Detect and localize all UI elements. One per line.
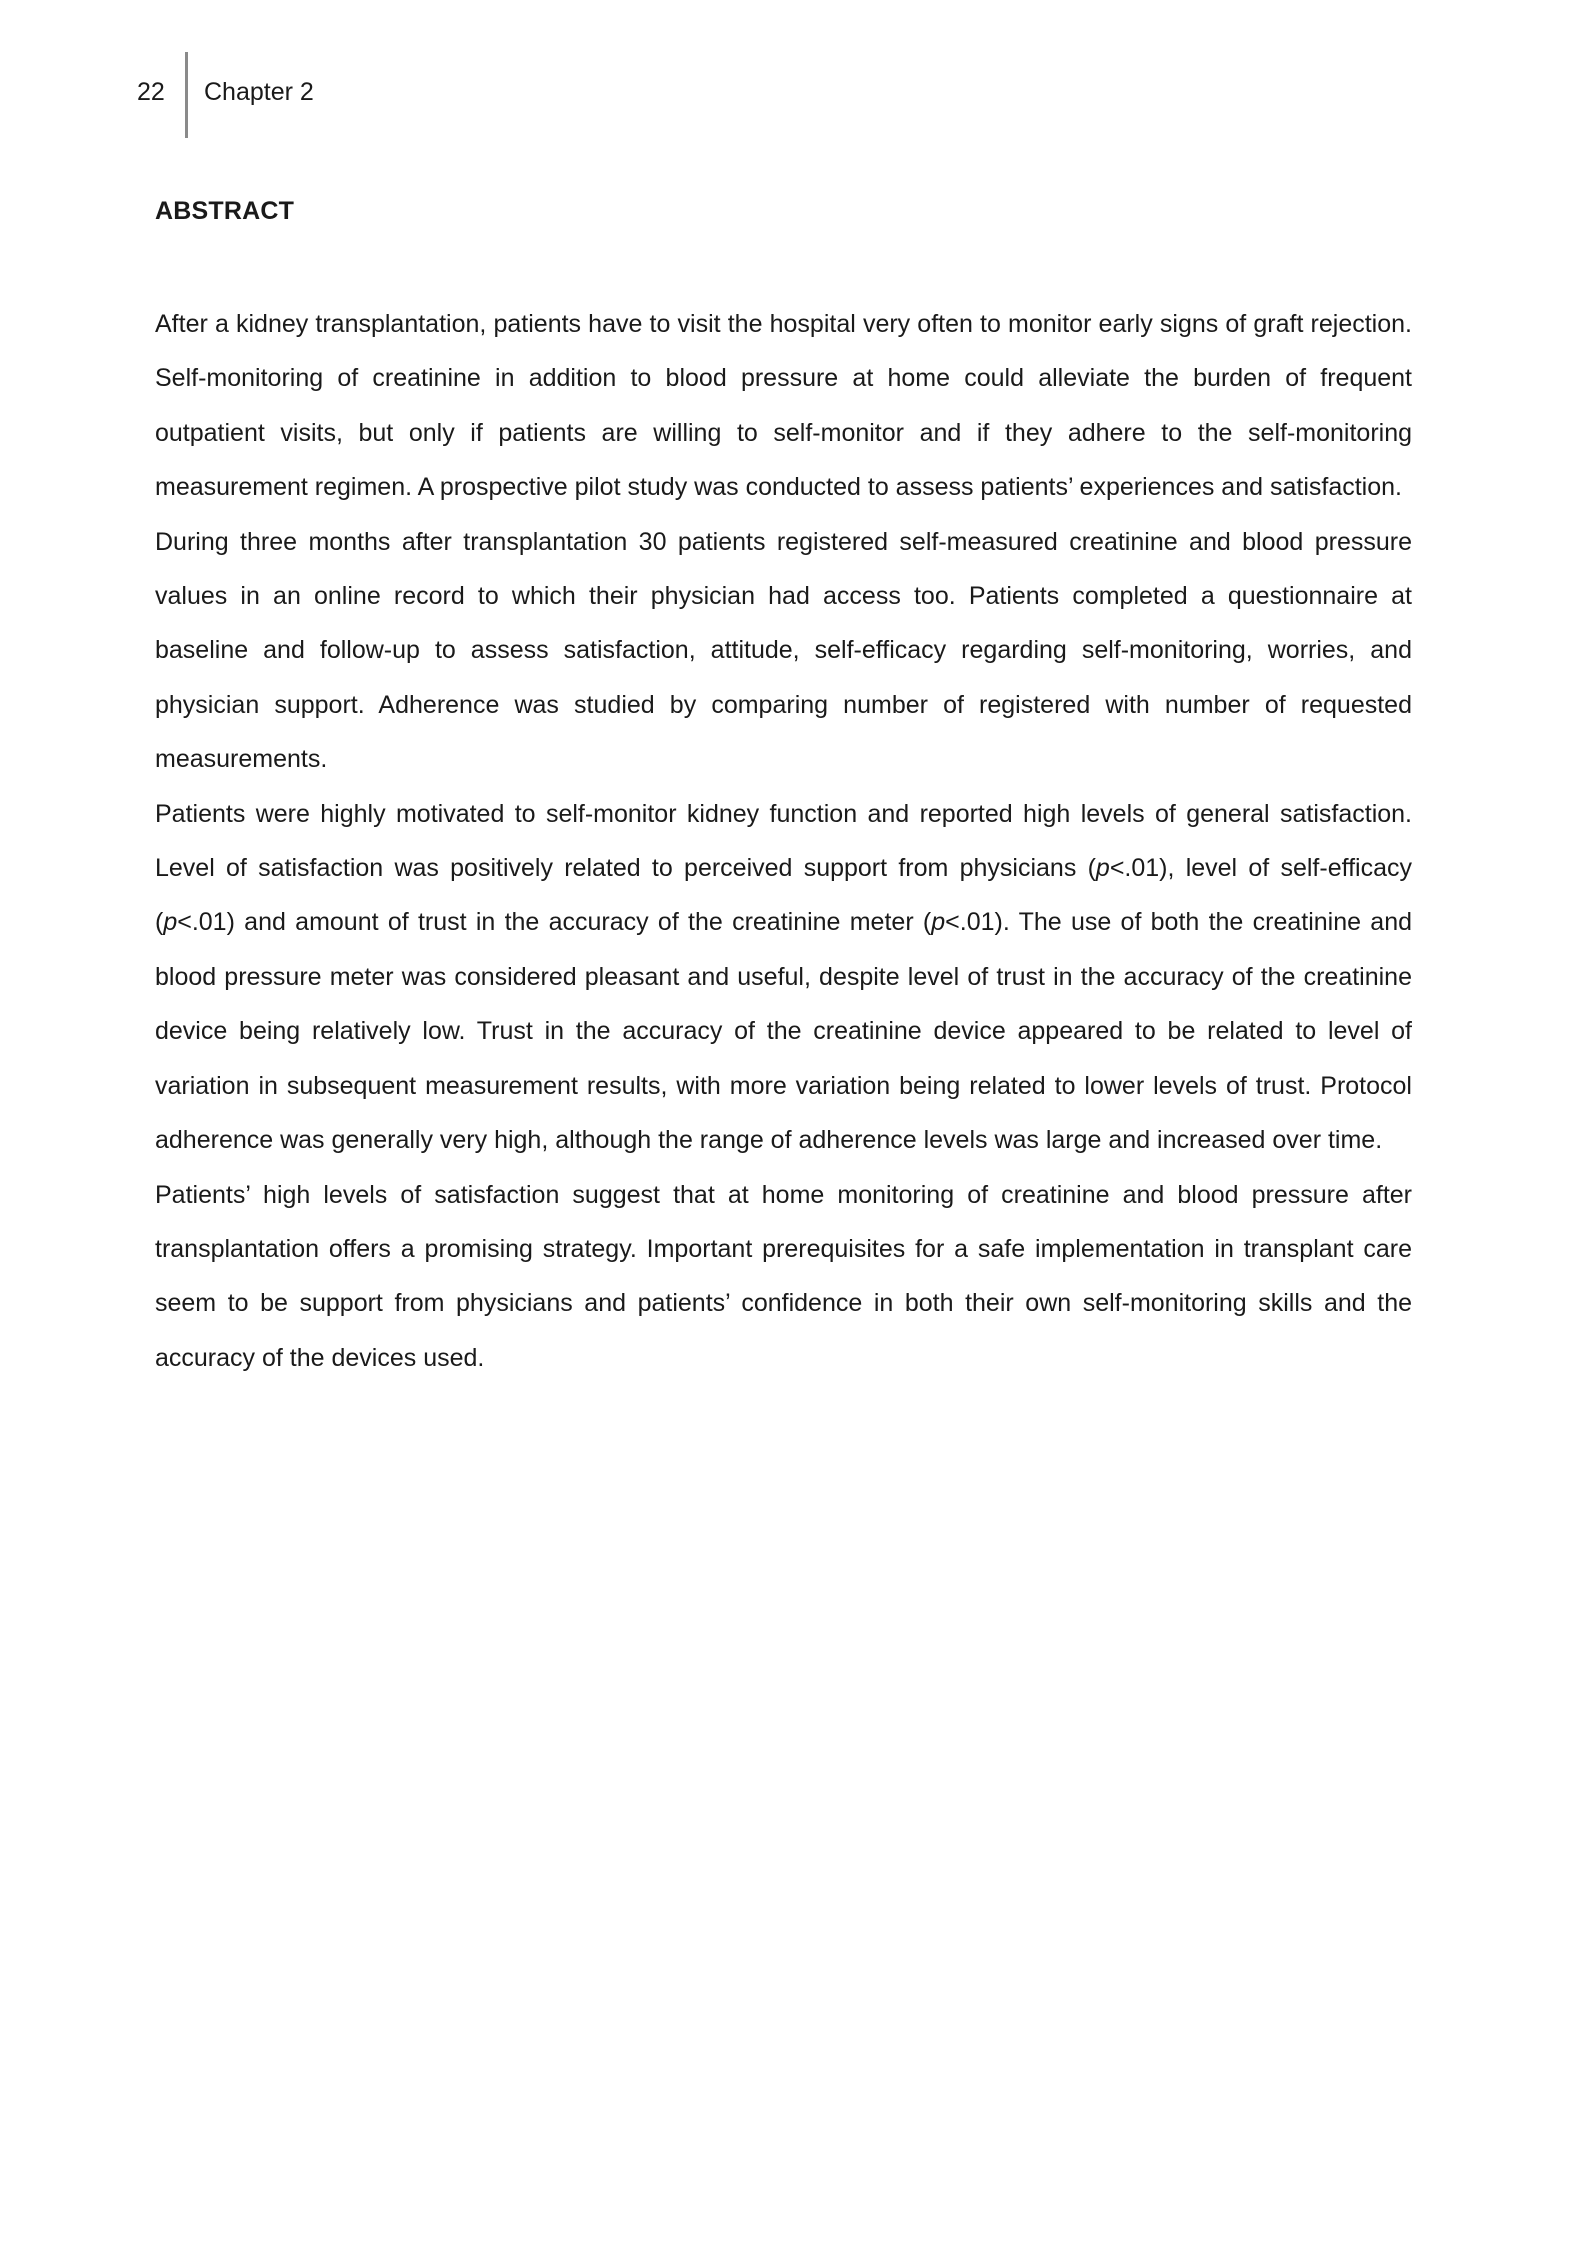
paragraph-3-text-4: <.01). The use of both the creatinine and blood pressure meter was considered pleasant and useful, despite level of trust in the accuracy of the creatinine device being relatively low. Trust in the accuracy of the creatinine device appeared to be related to level of variation in subsequent measurement results, with more variation being related to lower levels of trust. Protocol adherence was generally very high, although the range of adherence levels was large and increased over time. bbox=[155, 908, 1412, 1155]
p-value-symbol-1: p bbox=[1095, 854, 1110, 883]
paragraph-3-text-2: <.01), level of self-efficacy ( bbox=[155, 854, 1413, 937]
p-value-symbol-3: p bbox=[931, 908, 946, 937]
abstract-body bbox=[155, 297, 1412, 1385]
abstract-paragraph-4: Patients’ high levels of satisfaction suggest that at home monitoring of creatinine and blood pressure after transplantation offers a promising strategy. Important prerequisites for a safe implementation in transplant care seem to be support from physicians and patients’ confidence in both their own self-monitoring skills and the accuracy of the devices used. bbox=[155, 1180, 1412, 1372]
paragraph-3-text-1: Patients were highly motivated to self-monitor kidney function and reported high levels of general satisfaction. Level of satisfaction was positively related to perceived support from physicians ( bbox=[155, 799, 1412, 883]
p-value-symbol-2: p bbox=[163, 908, 178, 937]
running-header bbox=[0, 52, 600, 138]
abstract-paragraph-2: During three months after transplantation 30 patients registered self-measured creatinine and blood pressure values in an online record to which their physician had access too. Patients completed a questionnaire at baseline and follow-up to assess satisfaction, attitude, self-efficacy regarding self-monitoring, worries, and physician support. Adherence was studied by comparing number of registered with number of requested measurements. bbox=[155, 527, 1412, 774]
abstract-paragraph-3 bbox=[155, 787, 1412, 1168]
abstract-heading: ABSTRACT bbox=[155, 197, 295, 225]
chapter-label: Chapter 2 bbox=[204, 78, 314, 106]
header-divider bbox=[185, 52, 188, 138]
abstract-paragraph-1: After a kidney transplantation, patients have to visit the hospital very often to monitor early signs of graft rejection. Self-monitoring of creatinine in addition to blood pressure at home could alleviate the burden of frequent outpatient visits, but only if patients are willing to self-monitor and if they adhere to the self-monitoring measurement regimen. A prospective pilot study was conducted to assess patients’ experiences and satisfaction. bbox=[155, 310, 1412, 502]
paragraph-3-text-3: <.01) and amount of trust in the accuracy of the creatinine meter ( bbox=[177, 908, 932, 937]
page-number: 22 bbox=[137, 78, 165, 106]
